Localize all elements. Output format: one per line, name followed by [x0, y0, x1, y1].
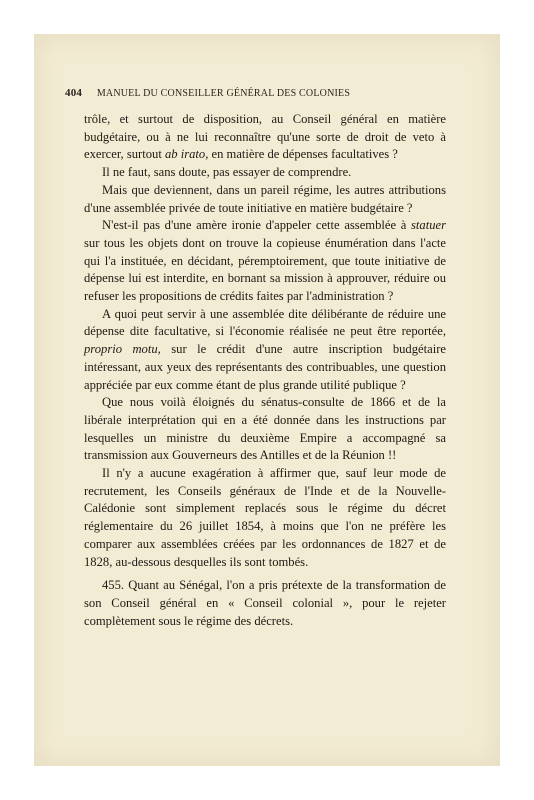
paragraph-6: Que nous voilà éloignés du sénatus-consulte de 1866 et de la libérale interprétation qui en a été donnée dans les instructions par lesquelles un ministre du deuxième Empire a accompagné sa transmission aux Gouverneurs des Antilles et de la Réunion !! [84, 395, 446, 463]
paragraph-3: Mais que deviennent, dans un pareil régime, les autres attributions d'une assemblée privée de toute initiative en matière budgétaire ? [84, 182, 446, 215]
paragraph-2: Il ne faut, sans doute, pas essayer de comprendre. [102, 165, 352, 180]
page-number: 404 [65, 87, 83, 99]
body-text [84, 111, 446, 630]
running-header [65, 87, 445, 99]
paragraph-4: N'est-il pas d'une amère ironie d'appeler cette assemblée à statuer sur tous les objets dont on trouve la copieuse énumération dans l'acte qui l'a instituée, en décidant, péremptoirement, que toute initiative de dépense lui est interdite, en bornant sa mission à approuver, réduire ou refuser les propositions de crédits faites par l'administration ? [84, 218, 446, 304]
paragraph-8: 455. Quant au Sénégal, l'on a pris prétexte de la transformation de son Conseil général en « Conseil colonial », pour le rejeter complètement sous le régime des décrets. [84, 578, 446, 628]
running-title: MANUEL DU CONSEILLER GÉNÉRAL DES COLONIES [96, 88, 351, 99]
paragraph-5: A quoi peut servir à une assemblée dite délibérante de réduire une dépense dite facultative, si l'économie réalisée ne peut être reportée, proprio motu, sur le crédit d'une autre inscription budgétaire intéressant, aux yeux des représentants des contribuables, une question appréciée par eux comme étant de plus grande utilité publique ? [84, 306, 446, 392]
paragraph-7: Il n'y a aucune exagération à affirmer que, sauf leur mode de recrutement, les Conseils généraux de l'Inde et de la Nouvelle-Calédonie sont simplement replacés sous le régime du décret réglementaire du 26 juillet 1854, à moins que l'on ne préfère les comparer aux assemblées créées par les ordonnances de 1827 et de 1828, au-dessous desquelles ils sont tombés. [84, 466, 446, 569]
paragraph-1: trôle, et surtout de disposition, au Conseil général en matière budgétaire, ou à ne lui reconnaître qu'une sorte de droit de veto à exercer, surtout ab irato, en matière de dépenses facultatives ? [84, 112, 446, 162]
